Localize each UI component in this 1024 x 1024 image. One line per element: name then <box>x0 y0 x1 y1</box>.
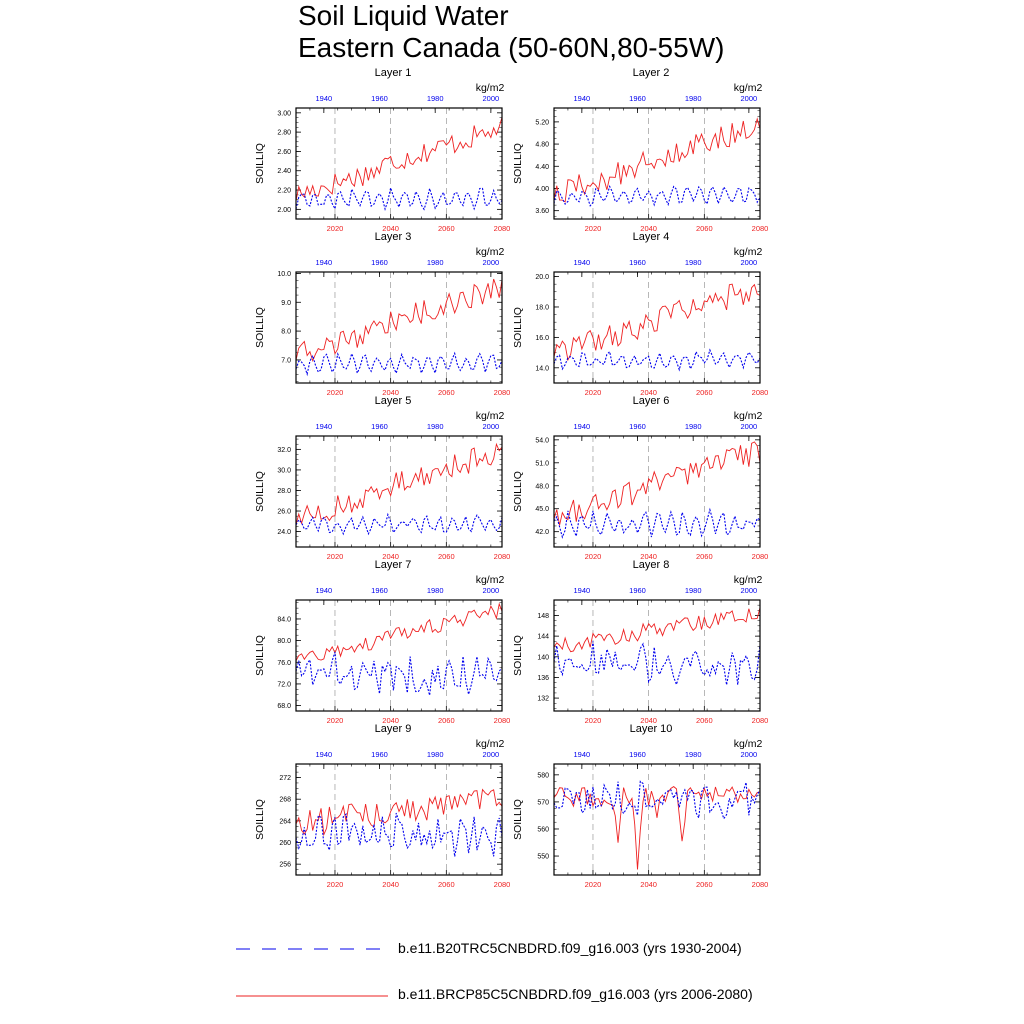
y-tick-label: 18.0 <box>535 304 549 312</box>
y-tick-label: 3.00 <box>277 110 291 118</box>
series-line-historical <box>554 186 760 205</box>
bottom-tick-label: 2020 <box>326 716 344 725</box>
bottom-tick-label: 2040 <box>640 224 657 233</box>
bottom-tick-label: 2020 <box>584 388 602 397</box>
panel-layer-10 <box>506 720 806 889</box>
bottom-tick-label: 2060 <box>437 716 455 725</box>
y-tick-label: 24.0 <box>277 529 291 537</box>
y-tick-label: 76.0 <box>277 659 291 667</box>
y-axis-label: SOILLIQ <box>254 635 266 676</box>
plot-frame <box>554 764 760 875</box>
y-tick-label: 3.60 <box>535 208 549 216</box>
panel-layer-8 <box>506 556 806 725</box>
y-tick-label: 148 <box>537 612 549 620</box>
bottom-tick-label: 2060 <box>695 552 713 561</box>
units-label: kg/m2 <box>733 246 763 258</box>
panel-layer-1 <box>248 64 548 233</box>
bottom-tick-label: 2080 <box>751 880 769 889</box>
panel-layer-4 <box>506 228 806 397</box>
legend-label-future: b.e11.BRCP85C5CNBDRD.f09_g16.003 (yrs 2006-2080) <box>398 986 753 1002</box>
units-label: kg/m2 <box>475 738 505 750</box>
series-line-future <box>296 279 502 361</box>
panel-layer-7 <box>248 556 548 725</box>
bottom-tick-label: 2040 <box>640 716 657 725</box>
top-tick-label: 2000 <box>740 258 758 267</box>
series-line-future <box>554 284 760 360</box>
series-line-historical <box>296 353 502 374</box>
y-tick-label: 72.0 <box>277 681 291 689</box>
top-tick-label: 1960 <box>371 258 388 267</box>
y-axis-label: SOILLIQ <box>512 799 524 840</box>
bottom-tick-label: 2040 <box>382 716 399 725</box>
panel-title: Layer 10 <box>629 723 673 735</box>
top-tick-label: 1960 <box>371 586 388 595</box>
y-tick-label: 8.0 <box>281 328 291 336</box>
bottom-tick-label: 2060 <box>695 224 713 233</box>
series-line-future <box>554 119 760 202</box>
bottom-tick-label: 2060 <box>437 552 455 561</box>
top-tick-label: 1980 <box>684 750 702 759</box>
bottom-tick-label: 2080 <box>493 552 511 561</box>
panel-title: Layer 6 <box>632 395 670 407</box>
top-tick-label: 1960 <box>629 94 646 103</box>
top-tick-label: 2000 <box>482 258 500 267</box>
bottom-tick-label: 2040 <box>640 388 657 397</box>
bottom-tick-label: 2080 <box>493 716 511 725</box>
plot-frame <box>554 108 760 219</box>
y-tick-label: 4.80 <box>535 141 549 149</box>
series-line-historical <box>296 652 502 695</box>
bottom-tick-label: 2020 <box>584 552 602 561</box>
plot-frame <box>296 600 502 711</box>
legend-item-historical <box>236 940 836 960</box>
bottom-tick-label: 2040 <box>382 388 399 397</box>
top-tick-label: 1980 <box>684 586 702 595</box>
top-tick-label: 1980 <box>684 258 702 267</box>
series-line-future <box>554 442 760 525</box>
top-tick-label: 2000 <box>740 750 758 759</box>
top-tick-label: 1960 <box>629 422 646 431</box>
units-label: kg/m2 <box>733 574 763 586</box>
units-label: kg/m2 <box>475 410 505 422</box>
bottom-tick-label: 2060 <box>437 388 455 397</box>
bottom-tick-label: 2040 <box>640 880 657 889</box>
bottom-tick-label: 2040 <box>382 552 399 561</box>
y-tick-label: 256 <box>279 861 291 869</box>
y-tick-label: 14.0 <box>535 365 549 373</box>
bottom-tick-label: 2080 <box>493 388 511 397</box>
series-line-historical <box>296 188 502 209</box>
legend-label-historical: b.e11.B20TRC5CNBDRD.f09_g16.003 (yrs 1930-2004) <box>398 940 742 956</box>
plot-frame <box>554 436 760 547</box>
plot-frame <box>296 764 502 875</box>
y-axis-label: SOILLIQ <box>254 143 266 184</box>
y-tick-label: 2.80 <box>277 129 291 137</box>
panel-layer-2 <box>506 64 806 233</box>
panel-title: Layer 3 <box>374 231 412 243</box>
panel-title: Layer 1 <box>374 67 412 79</box>
top-tick-label: 1940 <box>315 750 333 759</box>
y-axis-label: SOILLIQ <box>512 307 524 348</box>
chart-subtitle: Eastern Canada (50-60N,80-55W) <box>298 32 725 63</box>
y-tick-label: 80.0 <box>277 638 291 646</box>
top-tick-label: 1940 <box>315 422 333 431</box>
top-tick-label: 1980 <box>426 586 444 595</box>
y-tick-label: 2.40 <box>277 168 291 176</box>
top-tick-label: 1940 <box>315 94 333 103</box>
y-tick-label: 2.20 <box>277 187 291 195</box>
y-tick-label: 4.40 <box>535 163 549 171</box>
y-tick-label: 68.0 <box>277 703 291 711</box>
top-tick-label: 2000 <box>482 94 500 103</box>
y-tick-label: 132 <box>537 695 549 703</box>
top-tick-label: 1980 <box>426 750 444 759</box>
top-tick-label: 1980 <box>684 422 702 431</box>
y-tick-label: 26.0 <box>277 508 291 516</box>
bottom-tick-label: 2020 <box>326 224 344 233</box>
units-label: kg/m2 <box>733 738 763 750</box>
legend-swatch-future <box>236 986 396 1006</box>
series-line-historical <box>554 510 760 537</box>
top-tick-label: 2000 <box>740 94 758 103</box>
y-tick-label: 2.60 <box>277 148 291 156</box>
panel-title: Layer 7 <box>374 559 412 571</box>
top-tick-label: 1960 <box>629 586 646 595</box>
panel-title: Layer 2 <box>632 67 670 79</box>
top-tick-label: 1940 <box>573 258 591 267</box>
top-tick-label: 2000 <box>740 422 758 431</box>
y-tick-label: 550 <box>537 853 549 861</box>
top-tick-label: 2000 <box>740 586 758 595</box>
y-tick-label: 42.0 <box>535 529 549 537</box>
chart-title: Soil Liquid Water <box>298 0 509 31</box>
y-tick-label: 7.0 <box>281 357 291 365</box>
top-tick-label: 2000 <box>482 422 500 431</box>
top-tick-label: 1940 <box>573 750 591 759</box>
legend-swatch-historical <box>236 940 396 960</box>
bottom-tick-label: 2020 <box>326 388 344 397</box>
y-tick-label: 48.0 <box>535 483 549 491</box>
y-axis-label: SOILLIQ <box>254 471 266 512</box>
top-tick-label: 1980 <box>426 258 444 267</box>
panel-title: Layer 8 <box>632 559 670 571</box>
y-tick-label: 570 <box>537 799 549 807</box>
bottom-tick-label: 2040 <box>382 224 399 233</box>
panel-layer-3 <box>248 228 548 397</box>
top-tick-label: 1960 <box>629 750 646 759</box>
legend-item-future <box>236 986 836 1006</box>
panel-title: Layer 5 <box>374 395 412 407</box>
top-tick-label: 1980 <box>684 94 702 103</box>
y-axis-label: SOILLIQ <box>512 471 524 512</box>
panel-title: Layer 4 <box>632 231 670 243</box>
y-tick-label: 4.00 <box>535 185 549 193</box>
y-tick-label: 28.0 <box>277 487 291 495</box>
bottom-tick-label: 2060 <box>695 880 713 889</box>
units-label: kg/m2 <box>733 410 763 422</box>
y-tick-label: 264 <box>279 818 291 826</box>
plot-frame <box>296 272 502 383</box>
y-tick-label: 260 <box>279 840 291 848</box>
panel-layer-9 <box>248 720 548 889</box>
series-line-future <box>296 444 502 525</box>
bottom-tick-label: 2080 <box>751 716 769 725</box>
units-label: kg/m2 <box>475 246 505 258</box>
top-tick-label: 1980 <box>426 422 444 431</box>
top-tick-label: 1940 <box>573 422 591 431</box>
bottom-tick-label: 2060 <box>437 880 455 889</box>
series-line-future <box>296 604 502 661</box>
panel-title: Layer 9 <box>374 723 412 735</box>
y-tick-label: 268 <box>279 796 291 804</box>
top-tick-label: 1960 <box>371 750 388 759</box>
series-line-historical <box>554 641 760 684</box>
top-tick-label: 1940 <box>573 94 591 103</box>
series-line-future <box>296 790 502 835</box>
panel-layer-6 <box>506 392 806 561</box>
y-tick-label: 580 <box>537 772 549 780</box>
bottom-tick-label: 2020 <box>326 552 344 561</box>
y-tick-label: 30.0 <box>277 467 291 475</box>
top-tick-label: 1940 <box>315 586 333 595</box>
top-tick-label: 1960 <box>371 422 388 431</box>
top-tick-label: 2000 <box>482 586 500 595</box>
bottom-tick-label: 2060 <box>437 224 455 233</box>
y-axis-label: SOILLIQ <box>254 307 266 348</box>
series-line-future <box>296 117 502 200</box>
bottom-tick-label: 2040 <box>640 552 657 561</box>
units-label: kg/m2 <box>733 82 763 94</box>
y-tick-label: 136 <box>537 674 549 682</box>
y-tick-label: 560 <box>537 826 549 834</box>
y-tick-label: 10.0 <box>277 270 291 278</box>
bottom-tick-label: 2080 <box>751 224 769 233</box>
top-tick-label: 1960 <box>371 94 388 103</box>
y-axis-label: SOILLIQ <box>512 143 524 184</box>
bottom-tick-label: 2020 <box>326 880 344 889</box>
bottom-tick-label: 2020 <box>584 716 602 725</box>
series-line-historical <box>554 350 760 370</box>
bottom-tick-label: 2020 <box>584 880 602 889</box>
top-tick-label: 1940 <box>573 586 591 595</box>
y-tick-label: 84.0 <box>277 616 291 624</box>
y-tick-label: 45.0 <box>535 506 549 514</box>
plot-frame <box>554 600 760 711</box>
top-tick-label: 1960 <box>629 258 646 267</box>
bottom-tick-label: 2080 <box>751 552 769 561</box>
series-line-future <box>554 608 760 652</box>
y-tick-label: 2.00 <box>277 206 291 214</box>
bottom-tick-label: 2040 <box>382 880 399 889</box>
plot-frame <box>296 108 502 219</box>
top-tick-label: 1940 <box>315 258 333 267</box>
units-label: kg/m2 <box>475 574 505 586</box>
units-label: kg/m2 <box>475 82 505 94</box>
top-tick-label: 2000 <box>482 750 500 759</box>
series-line-historical <box>554 781 760 818</box>
y-tick-label: 140 <box>537 654 549 662</box>
y-tick-label: 54.0 <box>535 437 549 445</box>
y-tick-label: 5.20 <box>535 119 549 127</box>
y-tick-label: 272 <box>279 775 291 783</box>
y-axis-label: SOILLIQ <box>254 799 266 840</box>
y-tick-label: 32.0 <box>277 446 291 454</box>
y-tick-label: 51.0 <box>535 460 549 468</box>
bottom-tick-label: 2060 <box>695 716 713 725</box>
bottom-tick-label: 2080 <box>751 388 769 397</box>
y-axis-label: SOILLIQ <box>512 635 524 676</box>
bottom-tick-label: 2080 <box>493 880 511 889</box>
bottom-tick-label: 2080 <box>493 224 511 233</box>
panel-layer-5 <box>248 392 548 561</box>
top-tick-label: 1980 <box>426 94 444 103</box>
series-line-historical <box>296 813 502 856</box>
y-tick-label: 9.0 <box>281 299 291 307</box>
y-tick-label: 16.0 <box>535 334 549 342</box>
bottom-tick-label: 2020 <box>584 224 602 233</box>
y-tick-label: 144 <box>537 633 549 641</box>
y-tick-label: 20.0 <box>535 274 549 282</box>
bottom-tick-label: 2060 <box>695 388 713 397</box>
